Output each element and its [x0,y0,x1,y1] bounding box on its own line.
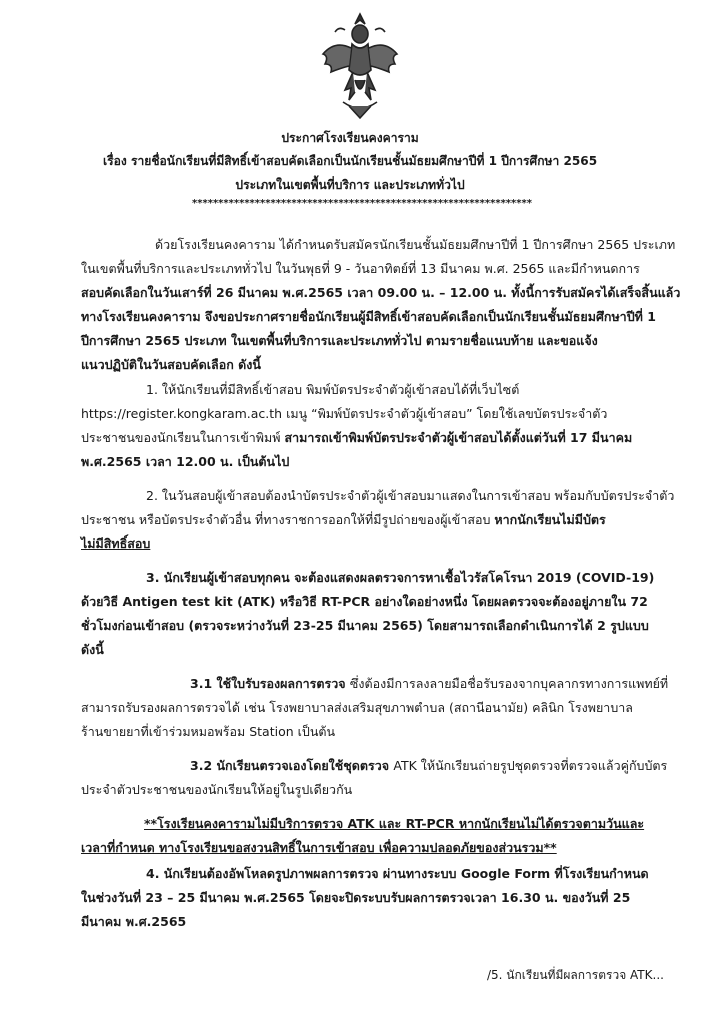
item3-line: ดังนี้ [81,642,104,657]
intro-line: สอบคัดเลือกในวันเสาร์ที่ 26 มีนาคม พ.ศ.2565 เวลา 09.00 น. – 12.00 น. ทั้งนี้การรับสมัครได้เสร็จสิ้นแล้ว [81,285,681,300]
item1-text: ประชาชนของนักเรียนในการเข้าพิมพ์ [81,430,285,445]
item32-line: ประจำตัวประชาชนของนักเรียนให้อยู่ในรูปเดียวกัน [81,782,353,797]
item2-text: ประชาชน หรือบัตรประจำตัวอื่น ที่ทางราชการออกให้ที่มีรูปถ่ายของผู้เข้าสอบ [81,512,495,527]
item32-text: ATK ให้นักเรียนถ่ายรูปชุดตรวจที่ตรวจแล้วคู่กับบัตร [393,758,668,773]
item1-line [81,430,632,446]
item1-bold-text: สามารถเข้าพิมพ์บัตรประจำตัวผู้เข้าสอบได้ตั้งแต่วันที่ 17 มีนาคม [284,430,633,445]
announcement-org: ประกาศโรงเรียนคงคาราม [281,130,419,145]
item4-line: มีนาคม พ.ศ.2565 [81,914,187,929]
announcement-category: ประเภทในเขตพื้นที่บริการ และประเภททั่วไป [235,177,465,192]
item32-bold-text: 3.2 นักเรียนตรวจเองโดยใช้ชุดตรวจ [190,758,394,773]
item3-line: ด้วยวิธี Antigen test kit (ATK) หรือวิธี RT-PCR อย่างใดอย่างหนึ่ง โดยผลตรวจจะต้องอยู่ภายใน 72 [81,594,648,609]
item31-line: ร้านขายยาที่เข้าร่วมหมอพร้อม Station เป็นต้น [81,724,336,739]
item1-line: พ.ศ.2565 เวลา 12.00 น. เป็นต้นไป [81,454,290,469]
announcement-subject: เรื่อง รายชื่อนักเรียนที่มีสิทธิ์เข้าสอบคัดเลือกเป็นนักเรียนชั้นมัธยมศึกษาปีที่ 1 ปีการศึกษา 2565 [102,153,598,168]
intro-line: ในเขตพื้นที่บริการและประเภททั่วไป ในวันพุธที่ 9 - วันอาทิตย์ที่ 13 มีนาคม พ.ศ. 2565 และมีกำหนดการ [81,261,640,276]
item4-line: ในช่วงวันที่ 23 – 25 มีนาคม พ.ศ.2565 โดยจะปิดระบบรับผลการตรวจเวลา 16.30 น. ของวันที่ 25 [81,890,631,905]
item2-line [81,512,606,528]
item31-bold-text: 3.1 ใช้ใบรับรองผลการตรวจ [190,676,350,691]
continuation-note: /5. นักเรียนที่มีผลการตรวจ ATK... [487,968,664,982]
note-line: **โรงเรียนคงคารามไม่มีบริการตรวจ ATK และ RT-PCR หากนักเรียนไม่ได้ตรวจตามวันและ [144,816,645,831]
note-line: เวลาที่กำหนด ทางโรงเรียนขอสงวนสิทธิ์ในการเข้าสอบ เพื่อความปลอดภัยของส่วนรวม** [81,840,557,855]
separator-stars: ***************************************************************** [192,198,532,209]
item1-line: https://register.kongkaram.ac.th เมนู “พิมพ์บัตรประจำตัวผู้เข้าสอบ” โดยใช้เลขบัตรประจำตัว [81,406,608,421]
garuda-emblem-icon [315,10,405,120]
item2-line: ไม่มีสิทธิ์สอบ [81,536,151,551]
intro-line: ปีการศึกษา 2565 ประเภท ในเขตพื้นที่บริการและประเภททั่วไป ตามรายชื่อแนบท้าย และขอแจ้ง [81,333,598,348]
item1-line: 1. ให้นักเรียนที่มีสิทธิ์เข้าสอบ พิมพ์บัตรประจำตัวผู้เข้าสอบได้ที่เว็บไซต์ [146,382,520,397]
intro-line: แนวปฏิบัติในวันสอบคัดเลือก ดังนี้ [81,357,261,372]
item31-text: ซึ่งต้องมีการลงลายมือชื่อรับรองจากบุคลากรทางการแพทย์ที่ [349,676,669,691]
intro-line: ทางโรงเรียนคงคาราม จึงขอประกาศรายชื่อนักเรียนผู้มีสิทธิ์เข้าสอบคัดเลือกเป็นนักเรียนชั้นมัธยมศึกษาปีที่ 1 [81,309,656,324]
item32-line [190,758,667,774]
item31-line: สามารถรับรองผลการตรวจได้ เช่น โรงพยาบาลส่งเสริมสุขภาพตำบล (สถานีอนามัย) คลินิก โรงพยาบาล [81,700,633,715]
item2-line: 2. ในวันสอบผู้เข้าสอบต้องนำบัตรประจำตัวผู้เข้าสอบมาแสดงในการเข้าสอบ พร้อมกับบัตรประจำตัว [146,488,675,503]
item3-line: 3. นักเรียนผู้เข้าสอบทุกคน จะต้องแสดงผลตรวจการหาเชื้อไวรัสโคโรนา 2019 (COVID-19) [146,570,655,585]
item31-line [190,676,668,692]
item2-bold-text: หากนักเรียนไม่มีบัตร [494,512,606,527]
item3-line: ชั่วโมงก่อนเข้าสอบ (ตรวจระหว่างวันที่ 23-25 มีนาคม 2565) โดยสามารถเลือกดำเนินการได้ 2 รูปแบบ [81,618,649,633]
item4-line: 4. นักเรียนต้องอัพโหลดรูปภาพผลการตรวจ ผ่านทางระบบ Google Form ที่โรงเรียนกำหนด [146,866,649,881]
intro-line: ด้วยโรงเรียนคงคาราม ได้กำหนดรับสมัครนักเรียนชั้นมัธยมศึกษาปีที่ 1 ปีการศึกษา 2565 ประเภท [155,237,676,252]
